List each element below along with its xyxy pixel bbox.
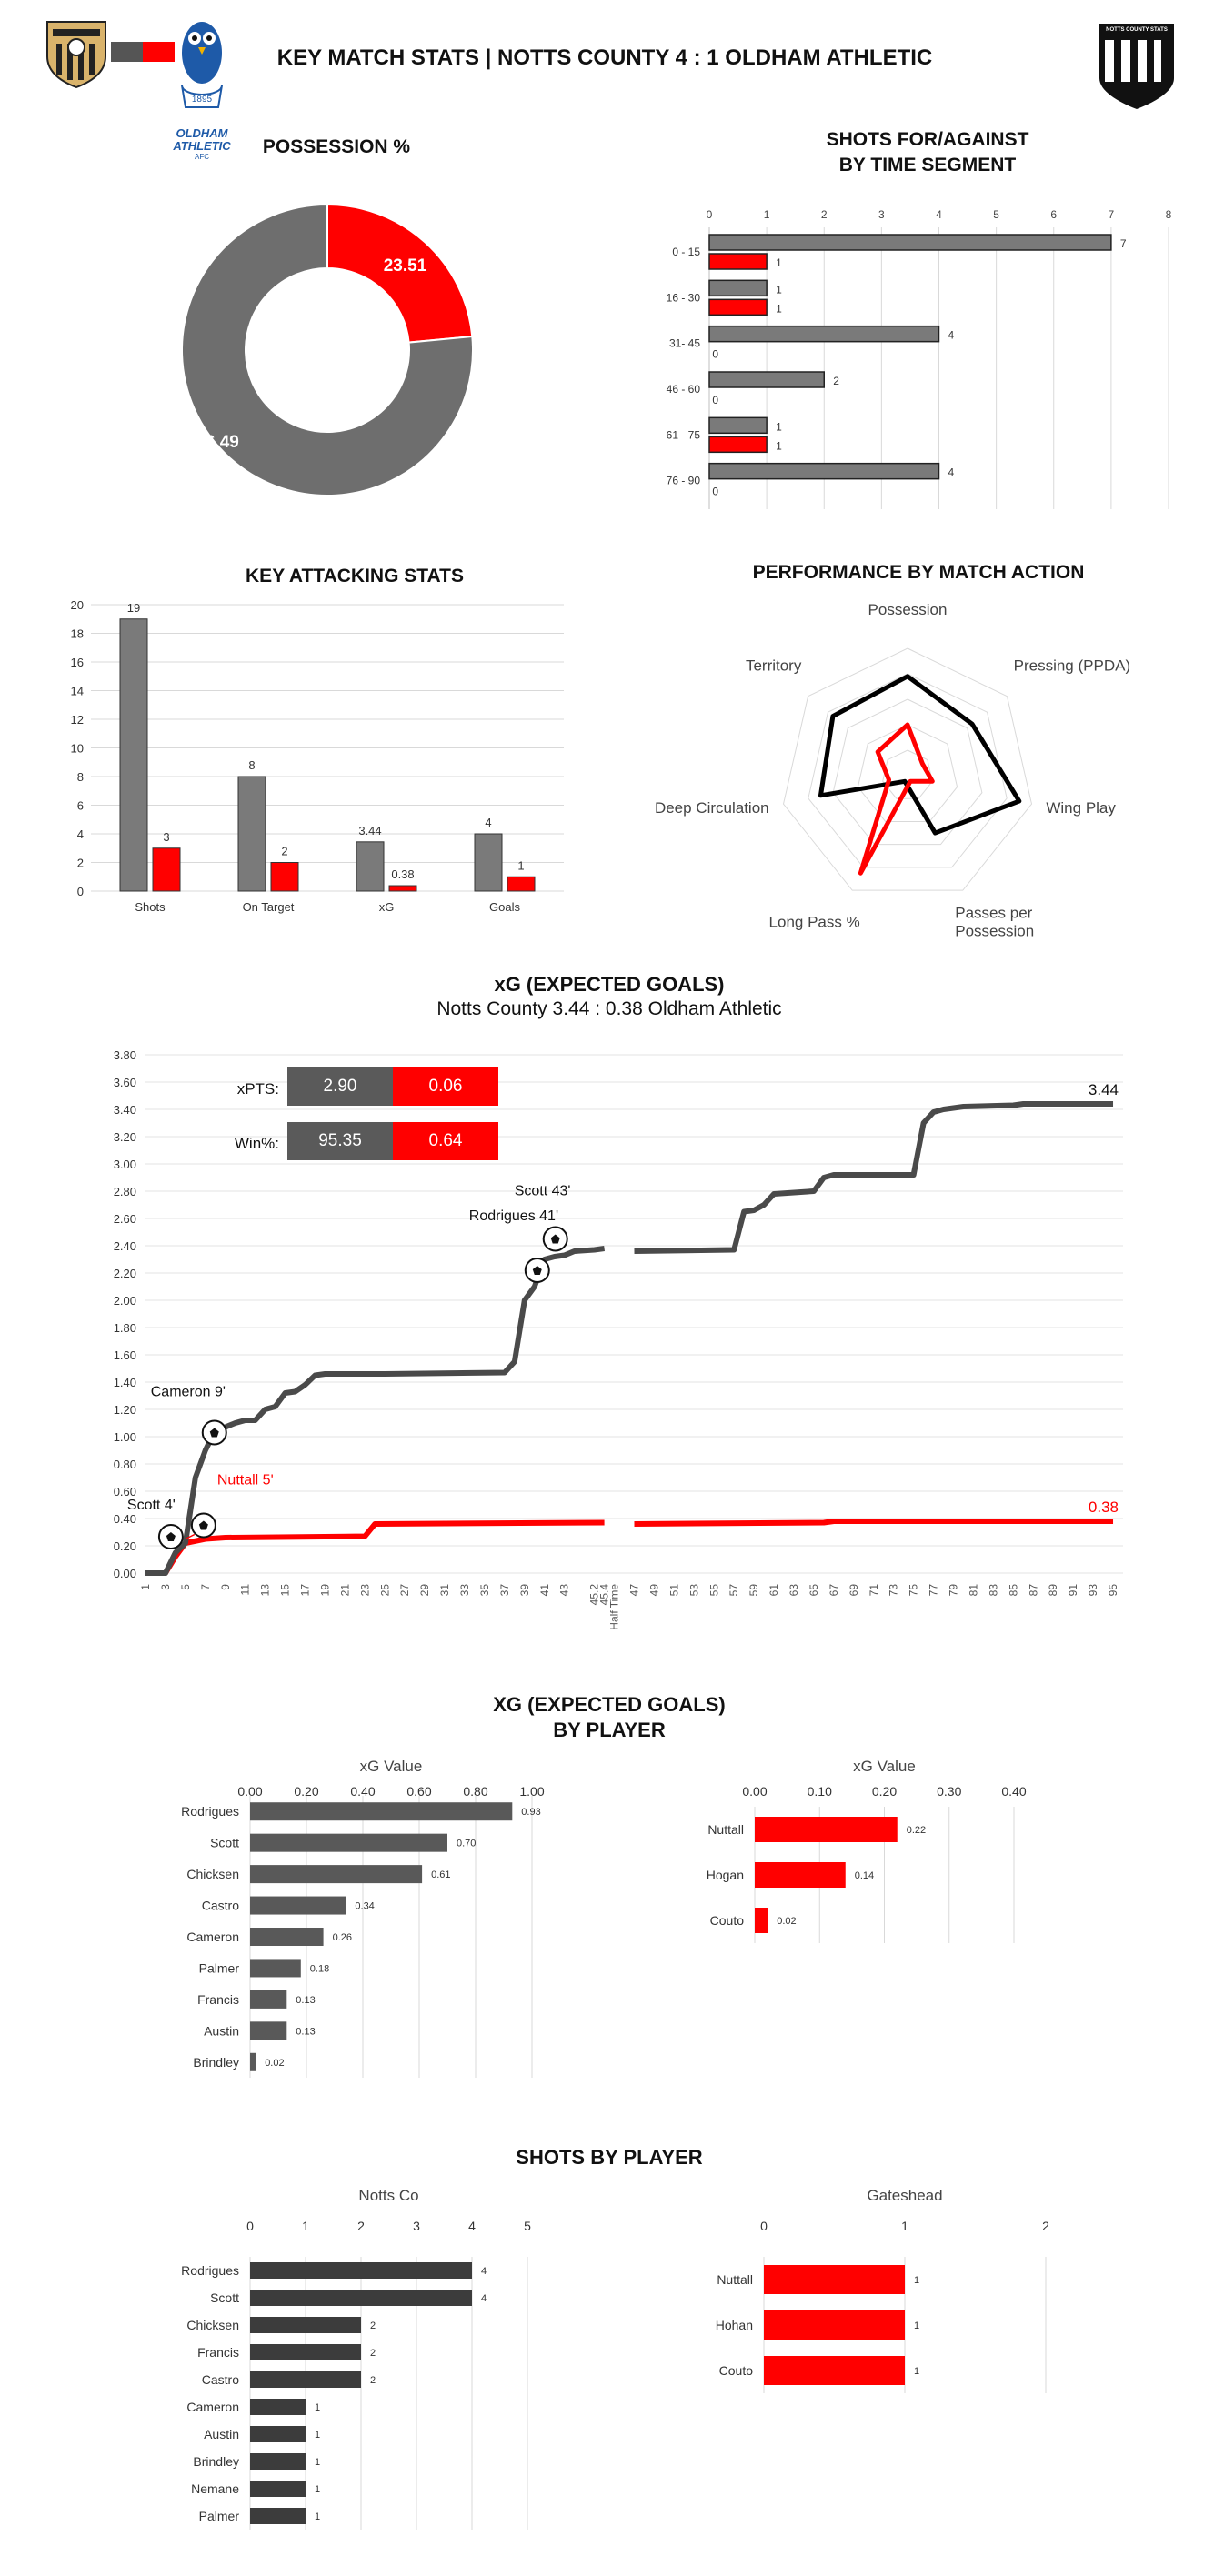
player-chart-bar <box>764 2356 905 2385</box>
player-chart-bar-value: 0.26 <box>332 1932 353 1943</box>
player-chart-category-label: Couto <box>709 1913 744 1928</box>
xg-x-tick-label: 13 <box>258 1584 272 1597</box>
player-chart-category-label: Austin <box>204 2427 239 2441</box>
player-chart-bar <box>250 1928 324 1946</box>
player-chart-tick-label: 4 <box>468 2219 476 2233</box>
xg-x-tick-label: 79 <box>947 1584 960 1597</box>
xg-x-tick-label: 51 <box>667 1584 681 1597</box>
xg-line-away-second-half <box>635 1521 1114 1524</box>
xg-x-tick-label: 57 <box>727 1584 741 1597</box>
xg-x-tick-label: 37 <box>497 1584 511 1597</box>
attacking-tick-label: 10 <box>70 741 84 756</box>
shots-time-title-line1: SHOTS FOR/AGAINST <box>826 129 1029 150</box>
shots-time-tick-label: 7 <box>1108 208 1115 221</box>
shots-player-home-chart <box>136 2173 573 2537</box>
notts-county-crest <box>40 16 113 89</box>
player-chart-category-label: Chicksen <box>186 1867 239 1882</box>
shots-time-bar-value: 4 <box>948 466 955 479</box>
xg-y-tick-label: 3.20 <box>113 1130 136 1144</box>
xg-x-tick-label: 61 <box>768 1584 781 1597</box>
page-title: KEY MATCH STATS | NOTTS COUNTY 4 : 1 OLDHAM ATHLETIC <box>276 45 933 70</box>
goal-annotation-label: Nuttall 5' <box>216 1472 274 1488</box>
goal-annotation-label: Scott 4' <box>126 1498 176 1513</box>
xg-x-tick-label: 89 <box>1047 1584 1060 1597</box>
xg-x-tick-label: 35 <box>477 1584 491 1597</box>
shots-time-bar-value: 4 <box>948 328 955 342</box>
xg-x-tick-label: 25 <box>378 1584 392 1597</box>
player-chart-bar-value: 0.61 <box>431 1869 451 1881</box>
shots-time-category-label: 76 - 90 <box>666 474 700 487</box>
xg-x-tick-label: 19 <box>318 1584 332 1597</box>
shots-time-bar-value: 0 <box>712 394 718 406</box>
shots-time-bar-for <box>709 372 824 387</box>
radar-axis-label: Deep Circulation <box>654 799 769 817</box>
attacking-tick-label: 8 <box>76 770 84 784</box>
player-chart-bar-value: 2 <box>370 2320 376 2331</box>
player-chart-bar-value: 1 <box>914 2320 920 2331</box>
possession-slice-away-label: 23.51 <box>383 256 427 276</box>
xg-timeline-chart <box>73 1037 1146 1655</box>
xg-x-tick-label: 73 <box>887 1584 900 1597</box>
xg-line-home-second-half <box>635 1104 1114 1251</box>
radar-title: PERFORMANCE BY MATCH ACTION <box>752 562 1085 583</box>
player-chart-bar <box>250 1802 512 1820</box>
goal-annotation-label: Scott 43' <box>514 1183 571 1199</box>
shots-time-category-label: 16 - 30 <box>666 291 700 305</box>
shots-time-tick-label: 5 <box>993 208 999 221</box>
attacking-tick-label: 2 <box>76 856 84 870</box>
attacking-bar-value: 3 <box>163 829 170 844</box>
shots-time-tick-label: 8 <box>1165 208 1172 221</box>
player-chart-bar <box>250 2481 306 2497</box>
player-chart-tick-label: 3 <box>413 2219 420 2233</box>
football-icon <box>192 1514 216 1538</box>
xg-x-tick-label: 49 <box>647 1584 661 1597</box>
player-chart-category-label: Nuttall <box>717 2272 753 2287</box>
player-chart-bar <box>250 2317 361 2333</box>
xg-x-tick-label: 87 <box>1027 1584 1040 1597</box>
player-chart-bar <box>250 1990 286 2009</box>
player-chart-bar-value: 1 <box>914 2275 920 2286</box>
xg-x-tick-label: 71 <box>867 1584 880 1597</box>
xg-x-tick-label: 59 <box>747 1584 761 1597</box>
xg-x-tick-label: 33 <box>458 1584 472 1597</box>
xg-player-title-line2: BY PLAYER <box>553 1719 666 1741</box>
football-icon <box>526 1258 549 1282</box>
attacking-tick-label: 12 <box>70 713 84 727</box>
player-chart-bar <box>250 2426 306 2442</box>
notts-county-stats-logo <box>1096 20 1178 111</box>
player-chart-bar-value: 1 <box>914 2366 920 2377</box>
xg-y-tick-label: 2.00 <box>113 1294 136 1308</box>
shots-time-bar-against <box>709 299 767 315</box>
xg-x-tick-label: 85 <box>1007 1584 1020 1597</box>
shots-time-bar-for <box>709 235 1111 250</box>
player-chart-category-label: Scott <box>210 1835 239 1850</box>
xg-y-tick-label: 2.80 <box>113 1185 136 1198</box>
radar-axis-label: Long Pass % <box>768 913 860 931</box>
player-chart-bar <box>250 2290 472 2306</box>
player-chart-bar-value: 1 <box>315 2402 321 2413</box>
player-chart-bar <box>250 2453 306 2470</box>
shots-time-bar-for <box>709 417 767 433</box>
shots-time-bar-against <box>709 436 767 452</box>
player-chart-bar-value: 0.13 <box>296 2026 316 2038</box>
player-chart-tick-label: 0.00 <box>237 1784 263 1799</box>
shots-time-category-label: 61 - 75 <box>666 428 700 442</box>
radar-axis-label: Wing Play <box>1046 799 1116 817</box>
win-away-value: 0.64 <box>393 1122 498 1160</box>
player-chart-bar <box>250 2344 361 2360</box>
player-chart-tick-label: 0.60 <box>406 1784 432 1799</box>
xg-x-tick-label: 63 <box>788 1584 801 1597</box>
shots-player-title: SHOTS BY PLAYER <box>516 2146 703 2169</box>
possession-donut-chart <box>173 195 482 505</box>
player-chart-category-label: Couto <box>718 2363 753 2378</box>
xg-x-tick-label: Half Time <box>607 1584 621 1630</box>
xg-y-tick-label: 3.80 <box>113 1048 136 1062</box>
shots-time-bar-for <box>709 326 939 342</box>
player-chart-bar <box>250 1959 301 1977</box>
attacking-bar-home <box>475 834 502 891</box>
xg-player-home-chart <box>136 1741 573 2087</box>
xg-x-tick-label: 93 <box>1087 1584 1100 1597</box>
attacking-bar-home <box>238 777 266 891</box>
player-chart-axis-title: Notts Co <box>358 2187 419 2204</box>
attacking-bar-value: 4 <box>485 816 492 829</box>
xg-player-away-chart <box>673 1741 1055 2087</box>
shots-time-bar-value: 0 <box>712 347 718 361</box>
win-home-value: 95.35 <box>287 1122 393 1160</box>
player-chart-bar-value: 0.14 <box>854 1870 875 1881</box>
goal-annotation-label: Rodrigues 41' <box>468 1208 559 1224</box>
football-icon <box>544 1228 567 1251</box>
xg-x-tick-label: 15 <box>278 1584 292 1597</box>
xg-x-tick-label: 39 <box>517 1584 531 1597</box>
player-chart-tick-label: 1 <box>302 2219 309 2233</box>
player-chart-tick-label: 0 <box>246 2219 254 2233</box>
possession-title: POSSESSION % <box>262 136 411 157</box>
shots-time-tick-label: 4 <box>936 208 942 221</box>
player-chart-bar-value: 0.70 <box>457 1838 477 1849</box>
xg-y-tick-label: 2.20 <box>113 1267 136 1280</box>
shots-time-bar-value: 1 <box>776 439 782 453</box>
player-chart-tick-label: 0.00 <box>742 1784 768 1799</box>
player-chart-bar <box>250 2508 306 2524</box>
shots-time-tick-label: 2 <box>820 208 828 221</box>
player-chart-bar <box>250 2371 361 2388</box>
player-chart-category-label: Cameron <box>186 2400 239 2414</box>
attacking-category-label: Shots <box>135 900 166 914</box>
player-chart-category-label: Rodrigues <box>181 2263 239 2278</box>
xg-y-tick-label: 1.40 <box>113 1376 136 1389</box>
attacking-bar-home <box>356 842 384 891</box>
attacking-chart <box>45 582 582 927</box>
player-chart-tick-label: 0.40 <box>350 1784 376 1799</box>
radar-axis-label: Possession <box>955 922 1035 940</box>
xg-x-tick-label: 67 <box>827 1584 840 1597</box>
attacking-tick-label: 0 <box>76 885 84 898</box>
xg-x-tick-label: 21 <box>338 1584 352 1597</box>
shots-time-bar-for <box>709 280 767 296</box>
player-chart-bar-value: 0.22 <box>906 1825 927 1836</box>
xg-timeline-subtitle: Notts County 3.44 : 0.38 Oldham Athletic <box>436 998 782 1019</box>
shots-time-bar-value: 0 <box>712 485 718 498</box>
oldham-year-text: 1895 <box>191 95 213 105</box>
player-chart-bar <box>250 2021 286 2040</box>
xg-x-tick-label: 83 <box>987 1584 1000 1597</box>
radar-grid-ring <box>883 750 933 798</box>
player-chart-bar-value: 0.13 <box>296 1994 316 2006</box>
player-chart-bar-value: 1 <box>315 2430 321 2441</box>
player-chart-category-label: Palmer <box>198 1960 239 1976</box>
xg-x-tick-label: 7 <box>198 1584 212 1590</box>
xpts-label: xPTS: <box>236 1080 279 1098</box>
attacking-title: KEY ATTACKING STATS <box>246 566 464 586</box>
player-chart-bar-value: 1 <box>315 2511 321 2522</box>
xg-y-tick-label: 0.80 <box>113 1458 136 1471</box>
player-chart-tick-label: 2 <box>1042 2219 1049 2233</box>
xg-y-tick-label: 0.00 <box>113 1567 136 1580</box>
shots-time-tick-label: 6 <box>1050 208 1058 221</box>
xg-y-tick-label: 1.80 <box>113 1321 136 1335</box>
xg-x-tick-label: 3 <box>158 1584 172 1590</box>
xg-x-tick-label: 53 <box>687 1584 701 1597</box>
xg-x-tick-label: 17 <box>298 1584 312 1597</box>
xpts-away-value: 0.06 <box>393 1067 498 1106</box>
oldham-logo-text: OLDHAM ATHLETIC <box>173 126 231 153</box>
xg-y-tick-label: 3.00 <box>113 1158 136 1171</box>
xg-x-tick-label: 45.4 <box>597 1584 611 1606</box>
radar-axis-label: Pressing (PPDA) <box>1013 657 1131 675</box>
player-chart-tick-label: 5 <box>524 2219 531 2233</box>
attacking-bar-value: 19 <box>126 600 141 615</box>
xg-timeline-title: xG (EXPECTED GOALS) <box>494 973 725 996</box>
attacking-category-label: Goals <box>489 900 520 914</box>
player-chart-bar-value: 0.02 <box>265 2057 285 2069</box>
player-chart-bar-value: 0.34 <box>355 1900 375 1912</box>
player-chart-tick-label: 0.10 <box>807 1784 832 1799</box>
xg-x-tick-label: 41 <box>537 1584 551 1597</box>
xg-x-tick-label: 31 <box>438 1584 452 1597</box>
attacking-bar-value: 8 <box>248 758 256 772</box>
attacking-bar-home <box>120 619 147 891</box>
shots-time-bar-value: 1 <box>776 283 782 296</box>
xpts-home-value: 2.90 <box>287 1067 393 1106</box>
player-chart-tick-label: 0.30 <box>937 1784 962 1799</box>
xg-x-tick-label: 95 <box>1107 1584 1120 1597</box>
attacking-tick-label: 6 <box>76 798 84 813</box>
player-chart-tick-label: 2 <box>357 2219 365 2233</box>
shots-time-tick-label: 0 <box>706 208 713 221</box>
player-chart-bar <box>250 2399 306 2415</box>
xg-x-tick-label: 91 <box>1067 1584 1080 1597</box>
player-chart-category-label: Hohan <box>715 2318 753 2332</box>
player-chart-bar-value: 4 <box>481 2266 487 2277</box>
player-chart-category-label: Nemane <box>191 2481 239 2496</box>
shots-time-title-line2: BY TIME SEGMENT <box>838 155 1017 175</box>
player-chart-category-label: Hogan <box>706 1868 744 1882</box>
player-chart-axis-title: xG Value <box>853 1758 916 1775</box>
radar-axis-label: Territory <box>745 657 802 675</box>
player-chart-category-label: Chicksen <box>186 2318 239 2332</box>
shots-player-away-chart <box>673 2173 1091 2555</box>
xg-y-tick-label: 0.40 <box>113 1512 136 1526</box>
shots-time-chart <box>637 200 1200 518</box>
attacking-tick-label: 18 <box>70 626 84 641</box>
attacking-bar-away <box>389 886 416 891</box>
shots-time-tick-label: 3 <box>878 208 885 221</box>
player-chart-tick-label: 0.20 <box>294 1784 319 1799</box>
xg-y-tick-label: 3.40 <box>113 1103 136 1117</box>
player-chart-bar <box>250 2053 256 2071</box>
player-chart-category-label: Nuttall <box>707 1822 744 1837</box>
player-chart-category-label: Castro <box>201 1898 239 1913</box>
player-chart-bar-value: 2 <box>370 2348 376 2359</box>
xg-x-tick-label: 55 <box>707 1584 721 1597</box>
player-chart-tick-label: 0 <box>760 2219 768 2233</box>
xg-x-tick-label: 45.2 <box>587 1584 601 1606</box>
attacking-category-label: xG <box>378 900 395 914</box>
attacking-bar-value: 1 <box>517 858 525 873</box>
player-chart-bar-value: 2 <box>370 2375 376 2386</box>
football-icon <box>203 1421 226 1445</box>
xg-x-tick-label: 69 <box>847 1584 860 1597</box>
oldham-logo-sub: AFC <box>195 153 209 161</box>
radar-axis-label: Passes per <box>955 904 1033 922</box>
xg-y-tick-label: 3.60 <box>113 1076 136 1089</box>
xg-home-end-label: 3.44 <box>1088 1081 1119 1098</box>
xg-player-title-line1: XG (EXPECTED GOALS) <box>493 1693 726 1716</box>
shots-time-bar-value: 2 <box>833 375 839 387</box>
player-chart-bar-value: 4 <box>481 2293 487 2304</box>
xg-x-tick-label: 43 <box>557 1584 571 1597</box>
player-chart-tick-label: 0.40 <box>1001 1784 1027 1799</box>
attacking-bar-away <box>271 863 298 892</box>
attacking-tick-label: 16 <box>70 656 84 669</box>
shots-time-bar-value: 1 <box>776 420 782 434</box>
player-chart-tick-label: 0.20 <box>871 1784 898 1799</box>
player-chart-category-label: Brindley <box>193 2454 239 2469</box>
goal-annotation-label: Cameron 9' <box>150 1384 226 1400</box>
shots-time-bar-value: 1 <box>776 256 782 269</box>
attacking-tick-label: 14 <box>70 684 84 698</box>
player-chart-bar <box>755 1862 846 1888</box>
xg-x-tick-label: 77 <box>927 1584 940 1597</box>
xg-x-tick-label: 65 <box>807 1584 820 1597</box>
attacking-bar-value: 3.44 <box>358 823 382 837</box>
player-chart-category-label: Francis <box>197 1991 239 2007</box>
xg-y-tick-label: 0.60 <box>113 1485 136 1498</box>
player-chart-bar <box>764 2265 905 2294</box>
xg-away-end-label: 0.38 <box>1088 1498 1119 1516</box>
shots-time-category-label: 46 - 60 <box>666 383 700 396</box>
attacking-bar-away <box>153 848 180 891</box>
player-chart-bar <box>250 1834 447 1852</box>
radar-grid-ring <box>858 725 957 821</box>
xg-y-tick-label: 2.60 <box>113 1212 136 1226</box>
xg-x-tick-label: 47 <box>627 1584 641 1597</box>
xg-y-tick-label: 2.40 <box>113 1239 136 1253</box>
player-chart-bar <box>764 2310 905 2340</box>
xg-x-tick-label: 23 <box>358 1584 372 1597</box>
player-chart-category-label: Rodrigues <box>181 1804 239 1819</box>
xg-x-tick-label: 1 <box>139 1584 152 1590</box>
shots-time-bar-value: 7 <box>1119 237 1127 250</box>
player-chart-bar <box>250 1865 422 1883</box>
radar-chart <box>637 596 1200 959</box>
player-chart-category-label: Castro <box>201 2372 239 2387</box>
notts-stats-logo-text: NOTTS COUNTY STATS <box>1106 27 1168 33</box>
player-chart-bar-value: 0.02 <box>777 1916 797 1927</box>
shots-time-tick-label: 1 <box>763 208 770 221</box>
player-chart-category-label: Cameron <box>186 1929 239 1944</box>
player-chart-category-label: Palmer <box>198 2509 239 2523</box>
radar-axis-label: Possession <box>868 601 948 618</box>
player-chart-axis-title: xG Value <box>359 1758 423 1775</box>
player-chart-bar <box>250 2262 472 2279</box>
shots-time-category-label: 31- 45 <box>668 336 700 350</box>
player-chart-category-label: Brindley <box>193 2054 239 2070</box>
shots-time-bar-for <box>709 464 939 479</box>
player-chart-bar-value: 0.18 <box>309 1963 330 1975</box>
attacking-tick-label: 4 <box>76 827 84 841</box>
player-chart-bar-value: 1 <box>315 2484 321 2495</box>
attacking-bar-away <box>507 877 535 891</box>
player-chart-bar-value: 1 <box>315 2457 321 2468</box>
player-chart-tick-label: 1 <box>901 2219 908 2233</box>
football-icon <box>159 1525 183 1549</box>
shots-time-category-label: 0 - 15 <box>672 246 700 258</box>
xg-y-tick-label: 1.00 <box>113 1430 136 1444</box>
xg-x-tick-label: 29 <box>418 1584 432 1597</box>
xg-x-tick-label: 9 <box>218 1584 232 1590</box>
xg-x-tick-label: 11 <box>238 1584 252 1596</box>
attacking-tick-label: 20 <box>70 598 84 612</box>
player-chart-tick-label: 1.00 <box>519 1784 545 1799</box>
xg-y-tick-label: 0.20 <box>113 1539 136 1553</box>
attacking-bar-value: 2 <box>281 844 288 858</box>
player-chart-bar <box>755 1908 768 1933</box>
player-chart-axis-title: Gateshead <box>867 2187 943 2204</box>
player-chart-bar <box>250 1897 346 1915</box>
possession-slice-home-label: 76.49 <box>196 432 239 452</box>
shots-time-bar-value: 1 <box>776 302 782 316</box>
player-chart-category-label: Austin <box>204 2023 239 2039</box>
player-chart-bar <box>755 1817 898 1842</box>
player-chart-category-label: Scott <box>210 2290 239 2305</box>
attacking-category-label: On Target <box>242 900 295 914</box>
xg-x-tick-label: 5 <box>178 1584 192 1590</box>
xg-x-tick-label: 27 <box>398 1584 412 1597</box>
player-chart-category-label: Francis <box>197 2345 239 2360</box>
xg-x-tick-label: 81 <box>967 1584 980 1597</box>
player-chart-tick-label: 0.80 <box>463 1784 488 1799</box>
player-chart-bar-value: 0.93 <box>521 1807 541 1819</box>
xg-x-tick-label: 75 <box>907 1584 920 1597</box>
radar-grid-ring <box>784 648 1032 890</box>
win-label: Win%: <box>234 1135 279 1152</box>
attacking-bar-value: 0.38 <box>391 867 415 882</box>
xg-y-tick-label: 1.60 <box>113 1348 136 1362</box>
shots-time-bar-against <box>709 254 767 269</box>
xg-y-tick-label: 1.20 <box>113 1403 136 1417</box>
